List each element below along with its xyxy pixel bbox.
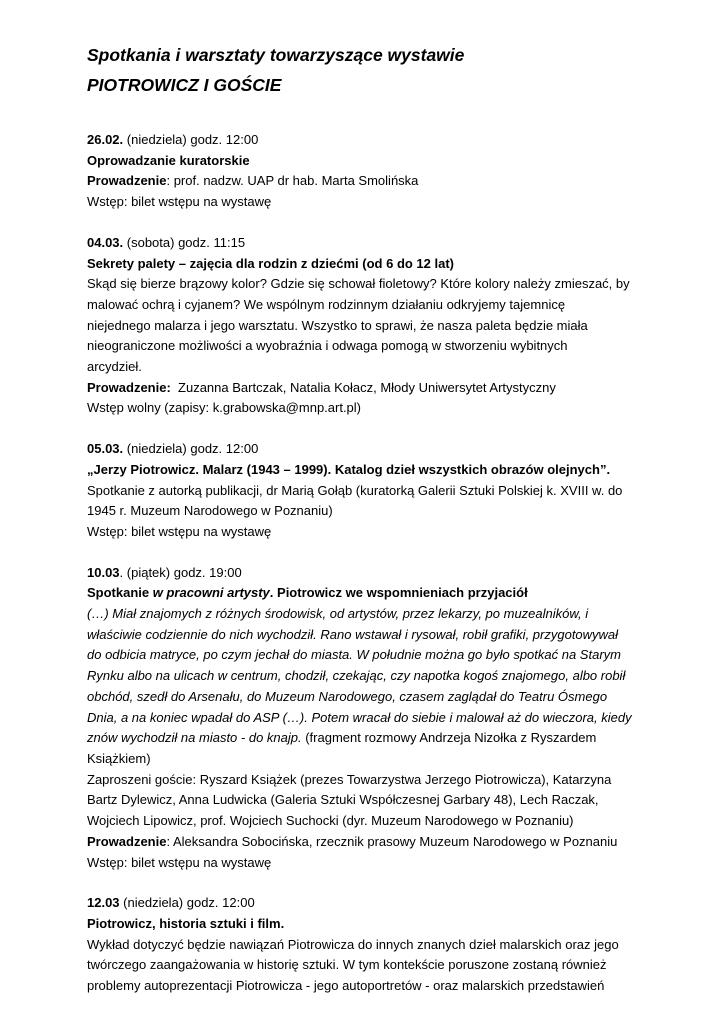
host-text: : prof. nadzw. UAP dr hab. Marta Smolińska [166, 173, 419, 189]
event-description-line: niejednego malarza i jego warsztatu. Wszystko to sprawi, że nasza paleta będzie miała [87, 317, 588, 333]
event-title-part: Spotkanie [87, 585, 153, 601]
event-10-03 [87, 563, 647, 874]
event-title-part: w pracowni artysty [152, 585, 270, 601]
event-date: 04.03. [87, 234, 124, 250]
event-title: Piotrowicz, historia sztuki i film. [87, 915, 285, 931]
host-text: : Aleksandra Sobocińska, rzecznik prasowy Muzeum Narodowego w Poznaniu [166, 833, 618, 849]
event-day-time: (sobota) godz. 11:15 [123, 234, 246, 250]
quote-line: (…) Miał znajomych z różnych środowisk, od artystów, przez lekarzy, po muzealników, i [87, 606, 589, 622]
document-title: Spotkania i warsztaty towarzyszące wystawie [87, 45, 465, 65]
host-label: Prowadzenie [87, 833, 167, 849]
event-date: 12.03 [87, 895, 120, 911]
event-day-time: (niedziela) godz. 12:00 [123, 441, 259, 457]
event-date-line [87, 130, 647, 151]
event-date: 05.03. [87, 441, 124, 457]
quote-line: Rynku albo na ulicach w centrum, chodził, czekając, czy napotka kogoś znajomego, albo robił [87, 668, 626, 684]
quote-source-end: Książkiem) [87, 750, 151, 766]
event-description-line: Wykład dotyczyć będzie nawiązań Piotrowicza do innych znanych dzieł malarskich oraz jego [87, 936, 619, 952]
event-date: 10.03 [87, 564, 120, 580]
host-label: Prowadzenie: [87, 379, 171, 395]
event-date-line [87, 563, 647, 584]
event-description-line: 1945 r. Muzeum Narodowego w Poznaniu) [87, 503, 333, 519]
event-entry: Wstęp: bilet wstępu na wystawę [87, 194, 272, 210]
quote-line: obchód, szedł do Arsenału, do Muzeum Narodowego, czasem zaglądał do Teatru Ósmego [87, 688, 608, 704]
event-title: „Jerzy Piotrowicz. Malarz (1943 – 1999). Katalog dzieł wszystkich obrazów olejnych”. [87, 461, 611, 477]
event-host [87, 832, 647, 853]
event-entry: Wstęp: bilet wstępu na wystawę [87, 854, 272, 870]
event-description-line: malować ochrą i cyjanem? We wspólnym rodzinnym działaniu odkryjemy tajemnicę [87, 296, 566, 312]
guests-line: Bartz Dylewicz, Anna Ludwicka (Galeria Sztuki Współczesnej Garbary 48), Lech Raczak, [87, 792, 599, 808]
event-description-line: problemy autoprezentacji Piotrowicza - jego autoportretów - oraz malarskich przedstawień [87, 978, 605, 994]
event-day-time: . (piątek) godz. 19:00 [119, 564, 242, 580]
quote-source: (fragment rozmowy Andrzeja Nizołka z Ryszardem [301, 730, 597, 746]
event-entry: Wstęp: bilet wstępu na wystawę [87, 523, 272, 539]
event-host [87, 171, 647, 192]
event-04-03 [87, 233, 647, 419]
quote-line [87, 728, 647, 749]
host-text: Zuzanna Bartczak, Natalia Kołacz, Młody Uniwersytet Artystyczny [170, 379, 556, 395]
event-05-03 [87, 439, 647, 543]
exhibition-name: PIOTROWICZ I GOŚCIE [87, 75, 282, 95]
event-title [87, 583, 647, 604]
event-entry: Wstęp wolny (zapisy: k.grabowska@mnp.art.pl) [87, 400, 362, 416]
event-26-02 [87, 130, 647, 213]
event-description-line: nieograniczone możliwości a wyobraźnia i odwaga pomogą w stworzeniu wybitnych [87, 338, 568, 354]
event-date-line [87, 893, 647, 914]
event-date: 26.02. [87, 132, 124, 147]
event-date-line [87, 439, 647, 460]
quote-line: Dnia, a na koniec wpadał do ASP (…). Potem wracał do siebie i malował aż do wieczora, kiedy [87, 709, 632, 725]
event-day-time: (niedziela) godz. 12:00 [119, 895, 255, 911]
event-description-line: twórczego zaangażowania w historię sztuki. W tym kontekście poruszone zostaną również [87, 957, 607, 973]
event-title: Oprowadzanie kuratorskie [87, 152, 250, 168]
quote-line: do odbicia matryce, po czym jechał do miasta. W południe można go było spotkać na Starym [87, 647, 621, 663]
event-description-line: Spotkanie z autorką publikacji, dr Marią Gołąb (kuratorką Galerii Sztuki Polskiej k. XVIII w. do [87, 482, 623, 498]
event-title-part: . Piotrowicz we wspomnieniach przyjaciół [269, 585, 528, 601]
event-date-line [87, 233, 647, 254]
event-title: Sekrety palety – zajęcia dla rodzin z dziećmi (od 6 do 12 lat) [87, 255, 455, 271]
event-day-time: (niedziela) godz. 12:00 [123, 132, 259, 147]
document-page [87, 40, 647, 1017]
event-host [87, 378, 647, 399]
guests-line: Zaproszeni goście: Ryszard Książek (prezes Towarzystwa Jerzego Piotrowicza), Katarzyna [87, 771, 612, 787]
event-description-line: arcydzieł. [87, 359, 142, 375]
guests-line: Wojciech Lipowicz, prof. Wojciech Suchocki (dyr. Muzeum Narodowego w Poznaniu) [87, 813, 574, 829]
event-12-03 [87, 893, 647, 997]
quote-line: właściwie codziennie do nich wychodził. Rano wstawał i rysował, robił grafiki, przygotowywał [87, 626, 619, 642]
quote-last: znów wychodził na miasto - do knajp. [87, 730, 302, 746]
host-label: Prowadzenie [87, 173, 167, 189]
event-description-line: Skąd się bierze brązowy kolor? Gdzie się schował fioletowy? Które kolory należy zmieszać, by [87, 276, 630, 292]
